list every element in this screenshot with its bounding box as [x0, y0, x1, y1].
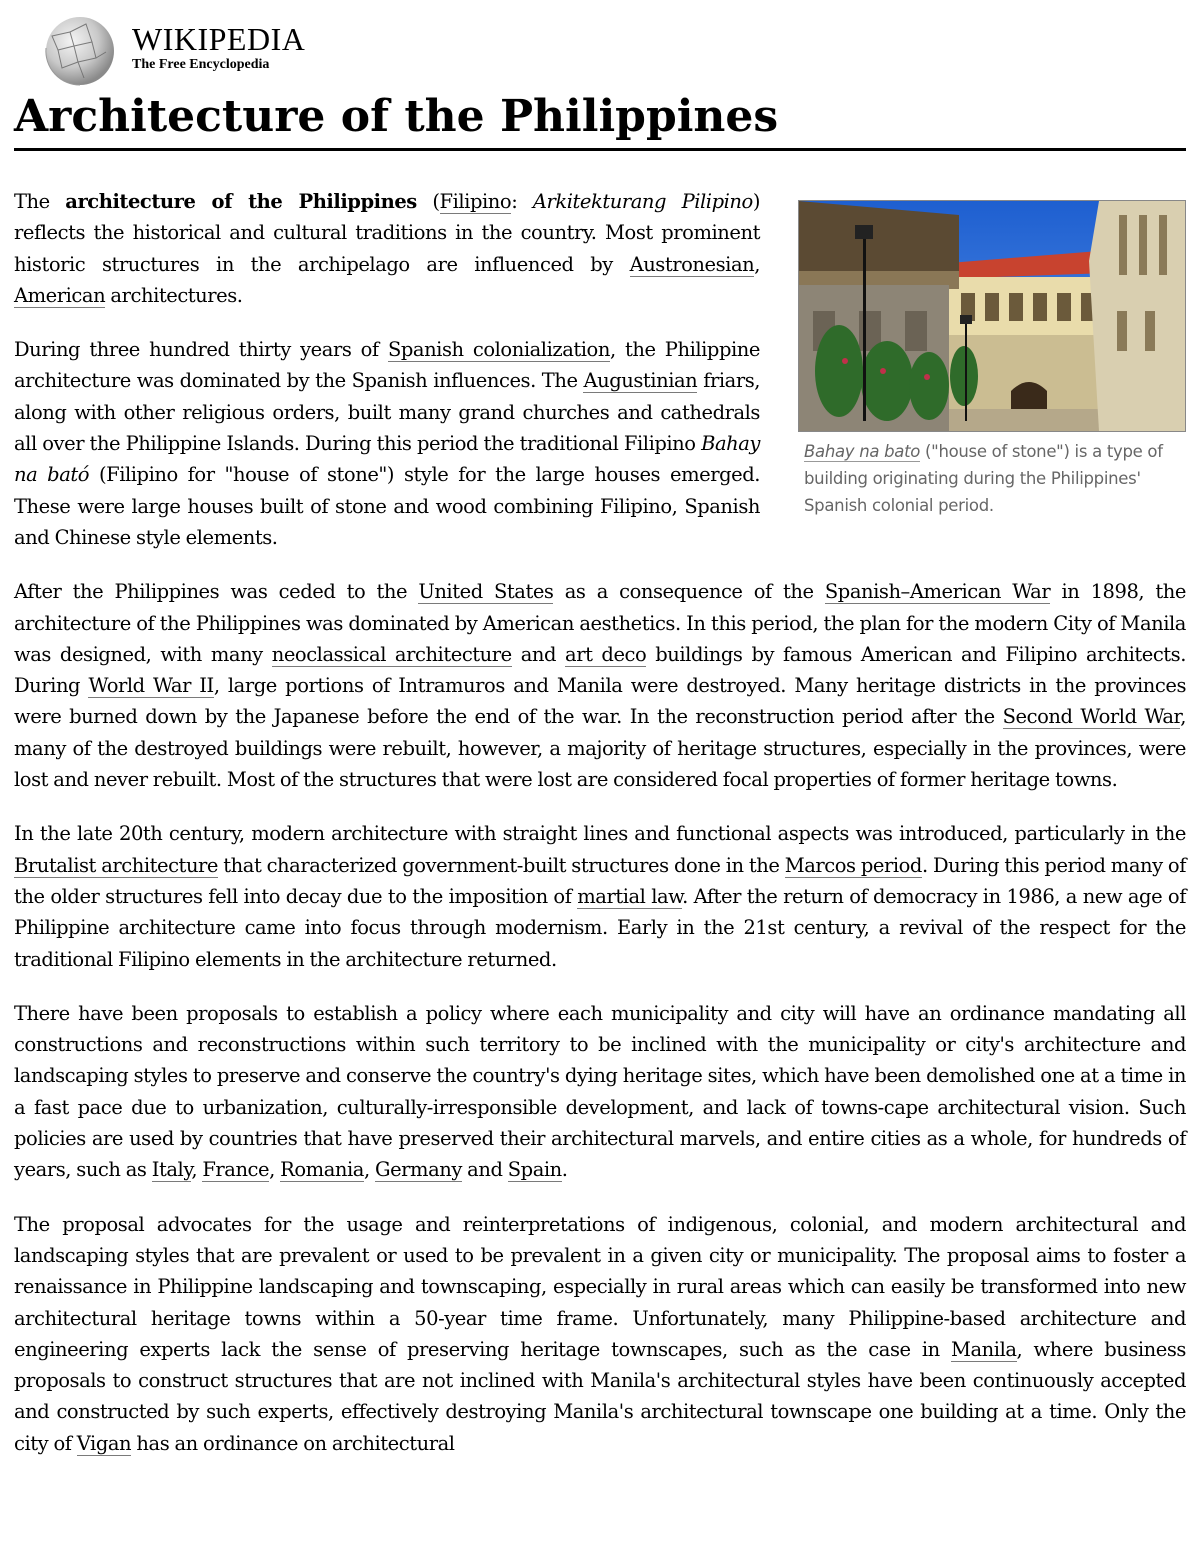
- link-germany[interactable]: Germany: [374, 1158, 462, 1182]
- italic-term: Arkitekturang Pilipino: [532, 190, 753, 213]
- italic-term: Bahay na bató: [14, 432, 760, 487]
- text: In the late 20th century, modern architecture with straight lines and functional aspects was introduced, particularly in the: [14, 822, 1186, 846]
- link-france[interactable]: France: [202, 1158, 270, 1182]
- paragraph-proposals: [14, 998, 1186, 1186]
- link-manila[interactable]: Manila: [950, 1337, 1017, 1361]
- text: , many of the destroyed buildings were rebuilt, however, a majority of heritage structures, especially in the provinces, were lost and never rebuilt. Most of the structures that were lost are considered focal properties of former heritage towns.: [14, 705, 1187, 792]
- link-italy[interactable]: Italy: [151, 1158, 192, 1182]
- link-spain[interactable]: Spain: [507, 1158, 562, 1182]
- link-marcos-period[interactable]: Marcos period: [784, 853, 922, 877]
- text: friars, along with other religious orders, built many grand churches and cathedrals all over the Philippine Islands. During this period the traditional Filipino: [14, 369, 760, 456]
- text: buildings by famous American and Filipino architects. During: [14, 642, 1186, 698]
- page-title: Architecture of the Philippines: [14, 86, 1186, 151]
- link-united-states[interactable]: United States: [418, 580, 554, 604]
- text: , large portions of Intramuros and Manila were destroyed. Many heritage districts in the provinces were burned down by the Japanese before the end of the war. In the reconstruction period after the: [14, 674, 1187, 729]
- bold-term: architecture of the Philippines: [65, 190, 417, 213]
- link-second-world-war[interactable]: Second World War: [1002, 705, 1181, 729]
- text: and: [461, 1158, 508, 1182]
- text: ,: [191, 1158, 203, 1182]
- text: . After the return of democracy in 1986, a new age of Philippine architecture came into focus through modernism. Early in the 21st century, a revival of the respect for the traditional Filipino elements in the architecture returned.: [14, 884, 1186, 971]
- text: :: [511, 190, 533, 213]
- bahay-na-bato-image[interactable]: [798, 200, 1186, 432]
- text: The: [14, 190, 66, 213]
- text: as a consequence of the: [553, 580, 825, 604]
- text: that characterized government-built structures done in the: [218, 853, 785, 877]
- paragraph-modern-period: [14, 818, 1186, 974]
- text: in 1898, the architecture of the Philippines was dominated by American aesthetics. In this period, the plan for the modern City of Manila was designed, with many: [14, 580, 1186, 666]
- link-neoclassical-architecture[interactable]: neoclassical architecture: [271, 642, 512, 666]
- text: architectures.: [105, 283, 243, 307]
- text: After the Philippines was ceded to the: [14, 580, 419, 604]
- paragraph-american-period: [14, 576, 1186, 795]
- link-romania[interactable]: Romania: [280, 1158, 364, 1182]
- text: .: [561, 1158, 568, 1182]
- text: ) reflects the historical and cultural traditions in the country. Most prominent historic structures in the archipelago are influenced by: [14, 190, 760, 276]
- text: has an ordinance on architectural: [131, 1431, 455, 1455]
- link-world-war-ii[interactable]: World War II: [88, 674, 214, 698]
- text: (: [416, 190, 440, 213]
- link-art-deco[interactable]: art deco: [565, 642, 647, 666]
- link-american[interactable]: American: [14, 283, 106, 307]
- text: ,: [269, 1158, 281, 1182]
- article-body: [14, 186, 1186, 1482]
- paragraph-proposal-advocacy: [14, 1209, 1186, 1459]
- link-spanish-colonialization[interactable]: Spanish colonialization: [387, 338, 610, 362]
- wordmark[interactable]: [132, 21, 352, 74]
- text: . During this period many of the older structures fell into decay due to the imposition of: [14, 853, 1186, 908]
- text: ,: [363, 1158, 375, 1182]
- text: During three hundred thirty years of: [14, 338, 388, 362]
- link-vigan[interactable]: Vigan: [76, 1431, 132, 1455]
- wordmark-name: WIKIPEDIA: [132, 21, 306, 57]
- text: There have been proposals to establish a policy where each municipality and city will have an ordinance mandating all constructions and reconstructions within such territory to be inclined with the municipality or city's architecture and landscaping styles to preserve and conserve the country's dying heritage sites, which have been demolished one at a time in a fast pace due to urbanization, culturally-irresponsible development, and lack of towns-cape architectural vision. Such policies are used by countries that have preserved their architectural marvels, and entire cities as a whole, for hundreds of years, such as: [14, 1001, 1186, 1182]
- text: (Filipino for "house of stone") style for the large houses emerged. These were large houses built of stone and wood combining Filipino, Spanish and Chinese style elements.: [14, 463, 760, 549]
- link-spanish-american-war[interactable]: Spanish–American War: [824, 580, 1051, 604]
- figure-caption: [804, 438, 1182, 519]
- caption-text: ("house of stone") is a type of building originating during the Philippines' Spanish colonial period.: [804, 442, 1163, 515]
- caption-link-bahay-na-bato[interactable]: Bahay na bato: [804, 442, 921, 461]
- text: , the Philippine architecture was dominated by the Spanish influences. The: [14, 338, 760, 393]
- link-filipino[interactable]: Filipino: [439, 190, 512, 213]
- link-martial-law[interactable]: martial law: [577, 884, 683, 908]
- thumbnail-figure: [798, 200, 1186, 519]
- wordmark-tagline: The Free Encyclopedia: [132, 57, 270, 72]
- text: , where business proposals to construct structures that are not inclined with Manila's architectural styles have been continuously accepted and constructed by such experts, effectively destroying Manila's architectural townscape one building at a time. Only the city of: [14, 1337, 1186, 1455]
- wikipedia-globe-logo[interactable]: [40, 14, 120, 86]
- link-augustinian[interactable]: Augustinian: [583, 369, 698, 393]
- link-austronesian[interactable]: Austronesian: [629, 252, 755, 276]
- link-brutalist-architecture[interactable]: Brutalist architecture: [14, 853, 219, 877]
- text: ,: [754, 252, 760, 276]
- text: and: [511, 642, 566, 666]
- text: The proposal advocates for the usage and reinterpretations of indigenous, colonial, and modern architectural and landscaping styles that are prevalent or used to be prevalent in a given city or municipality. The proposal aims to foster a renaissance in Philippine landscaping and townscaping, especially in rural areas which can easily be transformed into new architectural heritage towns within a 50-year time frame. Unfortunately, many Philippine-based architecture and engineering experts lack the sense of preserving heritage townscapes, such as the case in: [14, 1212, 1186, 1361]
